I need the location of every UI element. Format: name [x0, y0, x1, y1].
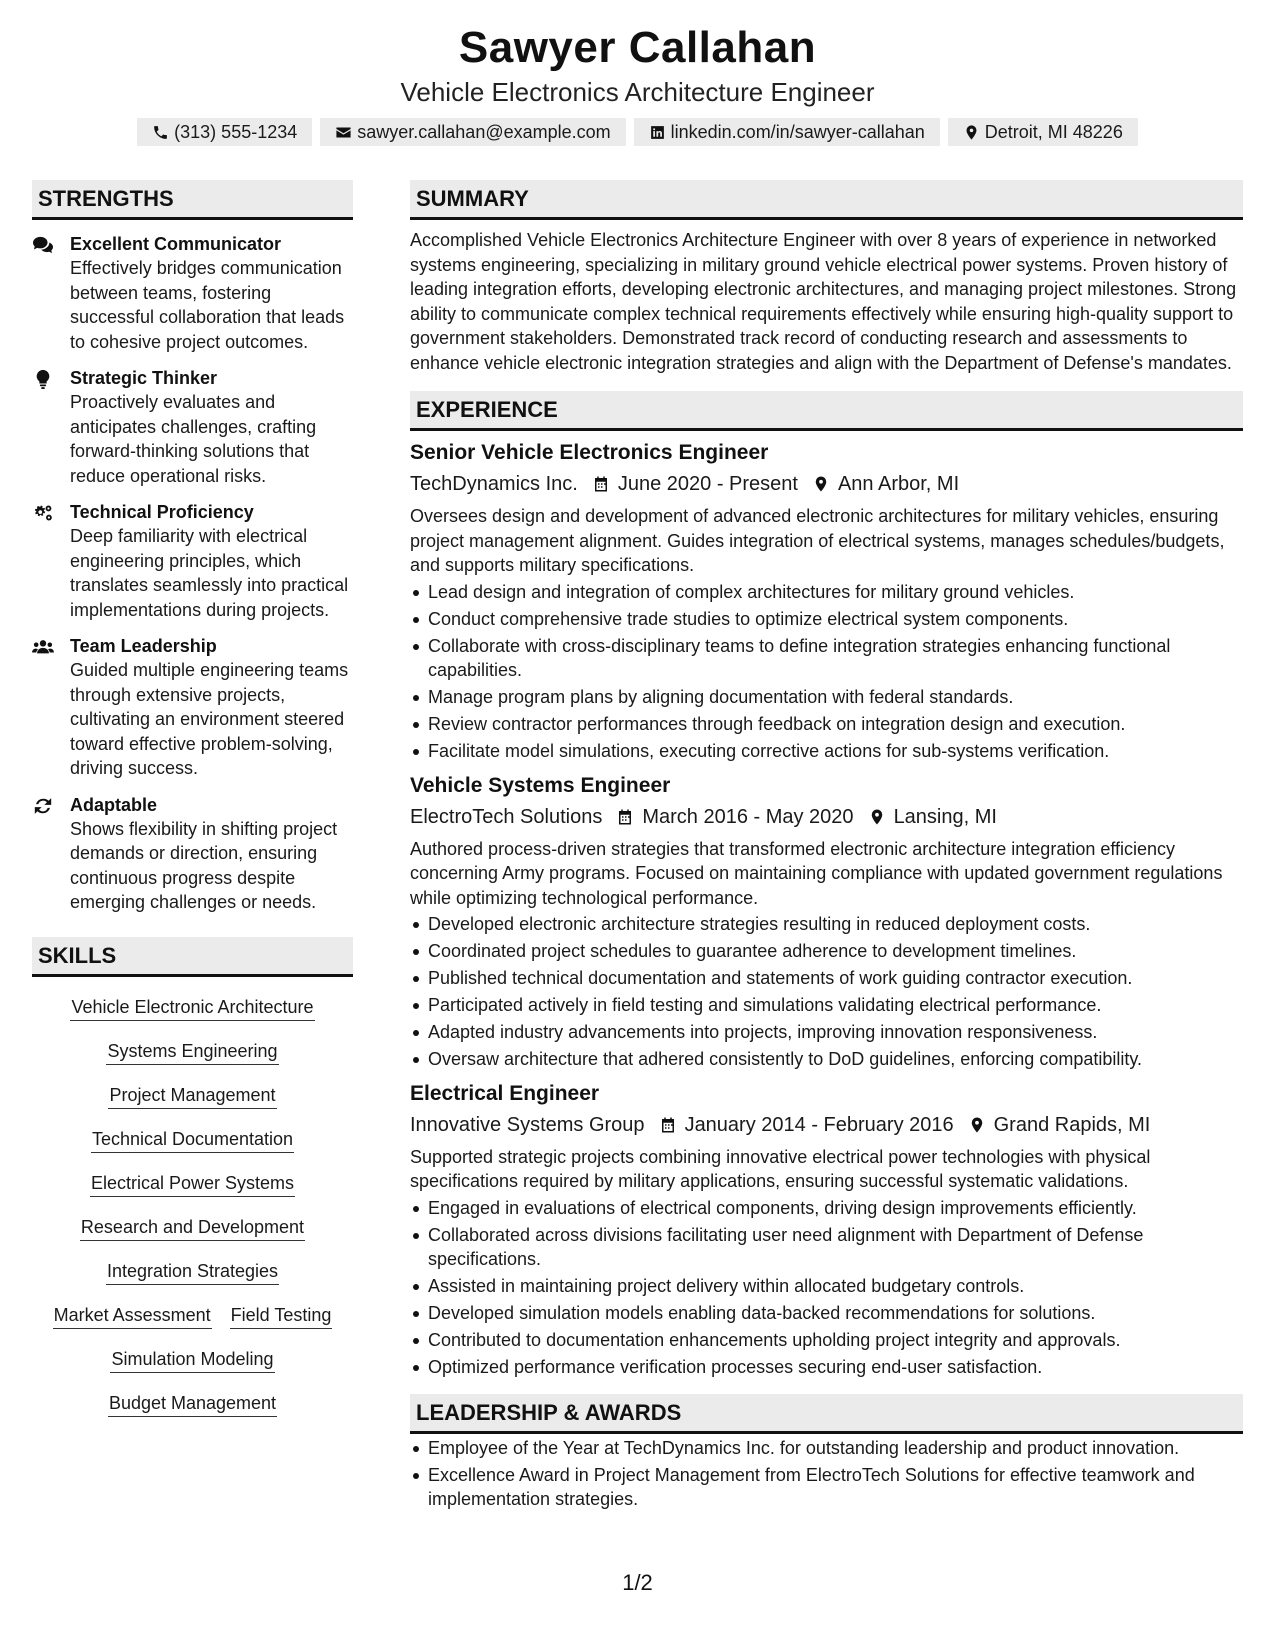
job-description: Authored process-driven strategies that transformed electronic architecture integration efficiency concerning Army programs. Focused on maintaining compliance with updated government regulations while optimizing technological performance.	[410, 838, 1223, 908]
strength-title: Strategic Thinker	[70, 368, 218, 388]
bullet-item: Engaged in evaluations of electrical components, driving design improvements efficiently.	[410, 1196, 1243, 1221]
job-meta	[410, 1110, 1243, 1140]
job-dates: March 2016 - May 2020	[642, 805, 854, 828]
summary-heading: SUMMARY	[410, 180, 1243, 220]
bullet-item: Conduct comprehensive trade studies to optimize electrical system components.	[410, 607, 1243, 632]
bullet-item: Collaborate with cross-disciplinary teams to define integration strategies enhancing functional capabilities.	[410, 634, 1243, 683]
resume-header	[0, 22, 1275, 146]
strengths-heading: STRENGTHS	[32, 180, 353, 220]
strength-title: Excellent Communicator	[70, 234, 282, 254]
bullet-item: Developed simulation models enabling data-backed recommendations for solutions.	[410, 1301, 1243, 1326]
strength-title: Technical Proficiency	[70, 502, 254, 522]
awards-list	[410, 1436, 1243, 1512]
gears-icon	[32, 503, 54, 523]
phone-text: (313) 555-1234	[174, 122, 298, 142]
strength-item	[32, 232, 353, 354]
bullet-item: Review contractor performances through feedback on integration design and execution.	[410, 712, 1243, 737]
strength-desc: Proactively evaluates and anticipates challenges, crafting forward-thinking solutions that reduce operational risks.	[70, 392, 317, 486]
job-entry	[410, 772, 1243, 1072]
job-location: Grand Rapids, MI	[993, 1113, 1151, 1136]
linkedin-icon	[649, 124, 666, 141]
skill-tag: Technical Documentation	[91, 1126, 294, 1153]
summary-text: Accomplished Vehicle Electronics Architecture Engineer with over 8 years of experience in networked systems engineering, specializing in military ground vehicle electrical power systems. Proven history of leading integration efforts, developing electronic architectures, and managing project milestones. Strong ability to communicate complex technical requirements effectively while ensuring high-quality support to government stakeholders. Demonstrated track record of conducting research and assessments to enhance vehicle electronic integration strategies and align with the Department of Defense's mandates.	[410, 230, 1237, 373]
strengths-list	[32, 232, 353, 915]
job-meta	[410, 802, 1243, 832]
award-item: Excellence Award in Project Management from ElectroTech Solutions for effective teamwork and implementation strategies.	[410, 1463, 1243, 1512]
job-location: Ann Arbor, MI	[837, 473, 960, 495]
bullet-item: Developed electronic architecture strategies resulting in reduced deployment costs.	[410, 912, 1243, 937]
bullet-item: Participated actively in field testing and simulations validating electrical performance.	[410, 993, 1243, 1018]
calendar-icon	[592, 475, 610, 493]
contact-bar	[0, 118, 1275, 146]
job-company: ElectroTech Solutions	[410, 805, 603, 828]
strength-item	[32, 500, 353, 622]
skill-tag: Budget Management	[108, 1390, 277, 1417]
job-dates: January 2014 - February 2016	[684, 1113, 954, 1136]
contact-email[interactable]	[320, 118, 625, 146]
job-entry	[410, 439, 1243, 764]
map-pin-icon	[968, 1116, 986, 1134]
skill-tag: Simulation Modeling	[110, 1346, 274, 1373]
job-company: Innovative Systems Group	[410, 1113, 645, 1136]
strength-title: Adaptable	[70, 794, 158, 815]
strength-desc: Effectively bridges communication between teams, fostering successful collaboration that leads to cohesive project outcomes.	[70, 258, 345, 352]
job-bullets	[410, 912, 1243, 1072]
phone-icon	[152, 124, 169, 141]
job-location: Lansing, MI	[893, 805, 997, 828]
strength-desc: Deep familiarity with electrical engineering principles, which translates seamlessly into practical implementations during projects.	[70, 526, 349, 620]
strength-desc: Guided multiple engineering teams through extensive projects, cultivating an environment steered toward effective problem-solving, driving success.	[70, 660, 349, 778]
strength-desc: Shows flexibility in shifting project demands or direction, ensuring continuous progress despite emerging challenges or needs.	[70, 818, 338, 912]
contact-phone	[137, 118, 312, 146]
skill-tag: Vehicle Electronic Architecture	[70, 994, 314, 1021]
job-title: Senior Vehicle Electronics Engineer	[410, 441, 769, 464]
bullet-item: Manage program plans by aligning documentation with federal standards.	[410, 685, 1243, 710]
job-description: Supported strategic projects combining innovative electrical power technologies with physical specifications required by military applications, ensuring successful systematic validations.	[410, 1146, 1151, 1191]
bullet-item: Facilitate model simulations, executing corrective actions for sub-systems verification.	[410, 739, 1243, 764]
experience-heading: EXPERIENCE	[410, 391, 1243, 431]
comments-icon	[32, 235, 54, 255]
awards-heading: LEADERSHIP & AWARDS	[410, 1394, 1243, 1434]
job-bullets	[410, 580, 1243, 764]
strength-item	[32, 366, 353, 488]
envelope-icon	[335, 124, 352, 141]
calendar-icon	[616, 808, 634, 826]
contact-location	[948, 118, 1138, 146]
bullet-item: Collaborated across divisions facilitating user need alignment with Department of Defense specifications.	[410, 1223, 1243, 1272]
right-column	[410, 180, 1243, 1514]
job-description: Oversees design and development of advanced electronic architectures for military vehicles, ensuring project management alignment. Guides integration of electrical systems, manages schedules/budgets, and supports military specifications.	[410, 506, 1225, 575]
bullet-item: Contributed to documentation enhancements upholding project integrity and approvals.	[410, 1328, 1243, 1353]
job-company: TechDynamics Inc.	[410, 473, 578, 495]
page-number: 1/2	[622, 1570, 653, 1595]
skill-tag: Market Assessment	[53, 1302, 212, 1329]
strength-title: Team Leadership	[70, 636, 217, 656]
job-title: Vehicle Systems Engineer	[410, 773, 671, 797]
users-icon	[32, 637, 54, 657]
left-column	[32, 180, 353, 1427]
calendar-icon	[659, 1116, 677, 1134]
map-pin-icon	[868, 808, 886, 826]
skills-heading: SKILLS	[32, 937, 353, 977]
bullet-item: Optimized performance verification processes securing end-user satisfaction.	[410, 1355, 1243, 1380]
map-pin-icon	[812, 475, 830, 493]
candidate-name: Sawyer Callahan	[458, 23, 817, 72]
skill-tag: Research and Development	[80, 1214, 305, 1241]
contact-linkedin[interactable]	[634, 118, 940, 146]
lightbulb-icon	[32, 369, 54, 389]
bullet-item: Adapted industry advancements into projects, improving innovation responsiveness.	[410, 1020, 1243, 1045]
email-text[interactable]: sawyer.callahan@example.com	[357, 122, 611, 142]
bullet-item: Assisted in maintaining project delivery within allocated budgetary controls.	[410, 1274, 1243, 1299]
bullet-item: Coordinated project schedules to guarantee adherence to development timelines.	[410, 939, 1243, 964]
job-meta	[410, 469, 1243, 499]
job-title: Electrical Engineer	[410, 1081, 600, 1105]
strength-item	[32, 634, 353, 781]
map-pin-icon	[963, 124, 980, 141]
job-dates: June 2020 - Present	[617, 473, 798, 495]
linkedin-text[interactable]: linkedin.com/in/sawyer-callahan	[670, 122, 925, 142]
skill-tag: Integration Strategies	[106, 1258, 279, 1285]
skill-tag: Project Management	[108, 1082, 276, 1109]
location-text: Detroit, MI 48226	[984, 122, 1123, 142]
bullet-item: Oversaw architecture that adhered consistently to DoD guidelines, enforcing compatibility.	[410, 1047, 1243, 1072]
candidate-title: Vehicle Electronics Architecture Engineer	[400, 77, 875, 107]
skill-tag: Electrical Power Systems	[90, 1170, 295, 1197]
sync-icon	[32, 796, 54, 816]
bullet-item: Published technical documentation and statements of work guiding contractor execution.	[410, 966, 1243, 991]
job-bullets	[410, 1196, 1243, 1380]
award-item: Employee of the Year at TechDynamics Inc. for outstanding leadership and product innovation.	[410, 1436, 1243, 1461]
skill-tag: Field Testing	[230, 1302, 333, 1329]
strength-item	[32, 793, 353, 915]
skills-list	[32, 987, 353, 1427]
bullet-item: Lead design and integration of complex architectures for military ground vehicles.	[410, 580, 1243, 605]
job-entry	[410, 1080, 1243, 1380]
skill-tag: Systems Engineering	[106, 1038, 278, 1065]
